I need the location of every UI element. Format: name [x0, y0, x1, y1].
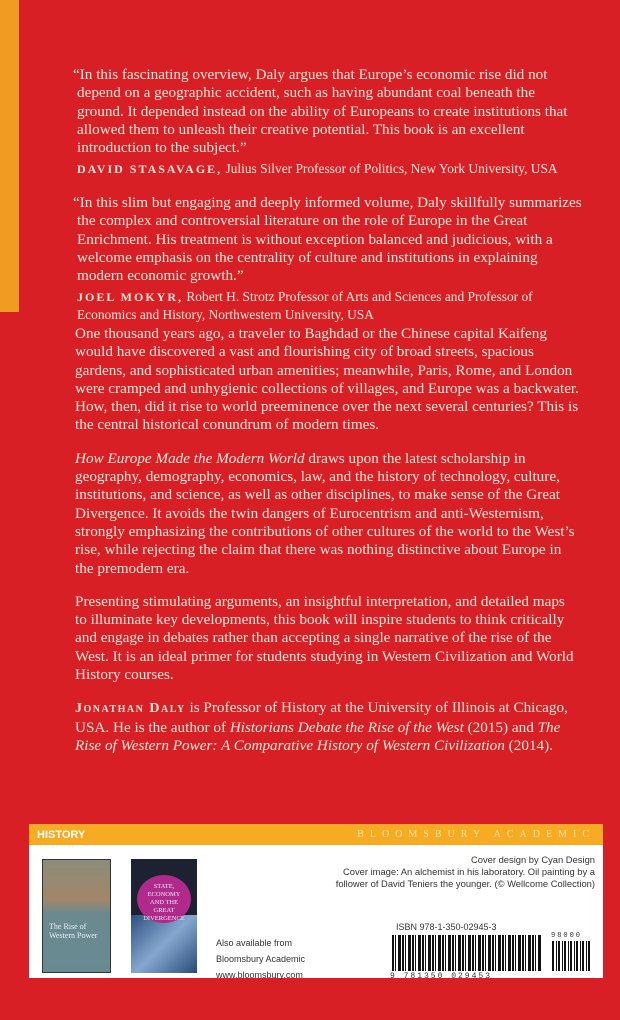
quote-author: DAVID STASAVAGE, — [77, 162, 223, 177]
credit-line: Cover image: An alchemist in his laboratory. Oil painting by a — [342, 866, 595, 877]
bio-book: Historians Debate the Rise of the West — [229, 718, 464, 736]
publisher-panel — [29, 824, 603, 981]
book-title: How Europe Made the Modern World — [75, 449, 305, 467]
credit-line: Cover design by Cyan Design — [470, 854, 595, 865]
book-description — [75, 325, 580, 770]
quote-stasavage — [73, 66, 582, 178]
isbn: ISBN 978-1-350-02945-3 — [396, 922, 497, 932]
description-text: draws upon the latest scholarship in geography, demography, economics, law, and the history of technology, culture, institutions, and science, as well as other disciplines, to make sense of the Great Divergence. It avoids the twin dangers of Eurocentrism and anti-Westernism, strongly emphasizing the contributions of other cultures of the world to the West’s rise, while rejecting the claim that there was nothing distinctive about Europe in the premodern era. — [75, 449, 575, 577]
author-name: Jonathan Daly — [75, 701, 186, 717]
price-barcode — [552, 941, 592, 971]
quote-attribution — [77, 288, 582, 323]
related-book-title: STATE, ECONOMY AND THE GREAT DIVERGENCE — [143, 883, 185, 922]
quote-affiliation: Julius Silver Professor of Politics, New York University, USA — [225, 161, 558, 177]
price-code: 98000 — [551, 932, 583, 940]
bio-text: (2014). — [504, 736, 553, 754]
credit-line: follower of David Teniers the younger. (© Wellcome Collection) — [335, 878, 595, 889]
related-book-cover — [42, 859, 111, 973]
barcode — [392, 935, 542, 971]
publisher-website[interactable]: www.bloomsbury.com — [216, 970, 303, 980]
quote-attribution — [77, 160, 582, 178]
related-book-cover — [131, 859, 197, 973]
description-paragraph — [75, 450, 580, 578]
bio-text: is Professor of History at the University of Illinois at Chicago, USA. He is the author of — [75, 699, 568, 736]
bio-book: The Rise of Western Power: A Comparative History of Western Civilization — [75, 718, 561, 754]
author-bio — [75, 699, 580, 755]
quote-author: JOEL MOKYR, — [77, 290, 184, 305]
quote-text: “In this fascinating overview, Daly argues that Europe’s economic rise did not depend on a geographic accident, such as having abundant coal beneath the ground. It depended instead on the ability of Europeans to create institutions that allowed them to unleash their creative potential. This book is an excellent introduction to the subject.” — [73, 66, 568, 157]
quote-mokyr — [73, 194, 582, 323]
cover-art — [131, 915, 197, 973]
barcode-digits: 9 781350 029453 — [390, 972, 493, 981]
quote-affiliation: Robert H. Strotz Professor of Arts and Sciences and Professor of Economics and History, Northwestern University, USA — [77, 289, 533, 323]
orange-accent-bar — [0, 0, 19, 312]
publisher-name: BLOOMSBURY ACADEMIC — [357, 829, 595, 840]
related-book-title: The Rise of Western Power — [49, 922, 98, 940]
cover-credits — [336, 854, 595, 890]
panel-header — [29, 824, 603, 845]
also-available-label: Also available from — [216, 938, 293, 948]
also-available-publisher: Bloomsbury Academic — [216, 954, 306, 964]
description-paragraph: Presenting stimulating arguments, an insightful interpretation, and detailed maps to illuminate key developments, this book will inspire students to think critically and engage in debates rather than accepting a single narrative of the rise of the West. It is an ideal primer for students studying in Western Civilization and World History courses. — [75, 592, 574, 684]
bio-text: (2015) and — [463, 718, 538, 736]
description-paragraph: One thousand years ago, a traveler to Baghdad or the Chinese capital Kaifeng would have discovered a vast and flourishing city of broad streets, spacious gardens, and sophisticated urban amenities; meanwhile, Paris, Rome, and London were cramped and unhygienic collections of villages, and Europe was a backwater. How, then, did it rise to world preeminence over the next several centuries? This is the central historical conundrum of modern times. — [75, 325, 579, 434]
quote-text: “In this slim but engaging and deeply informed volume, Daly skillfully summarizes the complex and controversial literature on the role of Europe in the Great Enrichment. His treatment is without exception balanced and judicious, with a welcome emphasis on the centrality of culture and institutions in explaining modern economic growth.” — [73, 194, 582, 285]
subject-category: HISTORY — [37, 828, 86, 841]
